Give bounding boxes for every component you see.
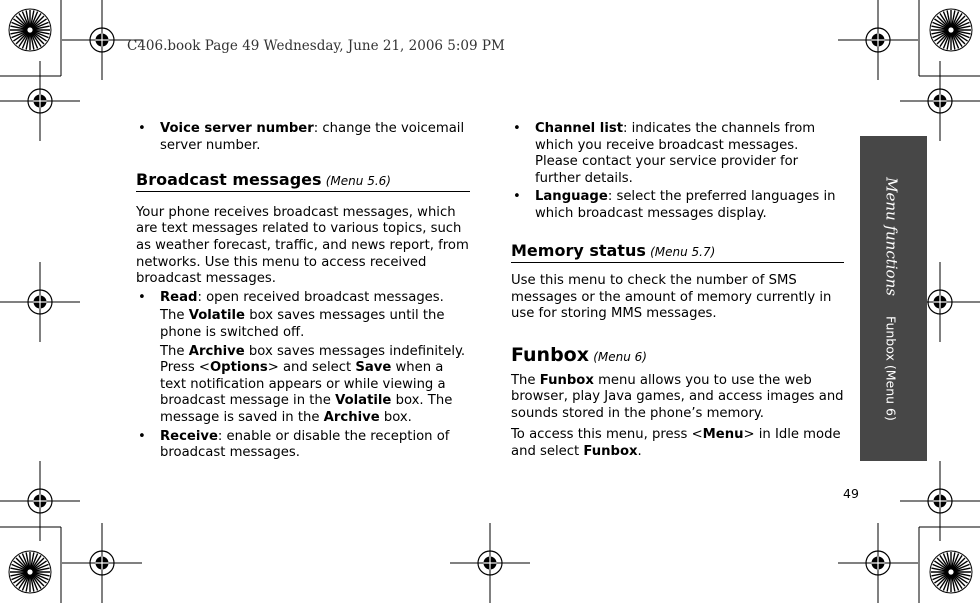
bullet-text: : change the voicemail server number. — [160, 121, 465, 153]
right-column — [511, 121, 844, 461]
list-item — [138, 121, 470, 154]
bullet-icon: • — [138, 121, 146, 136]
bullet-term: Language — [535, 189, 608, 205]
heading-menu-ref: (Menu 5.6) — [325, 174, 391, 189]
print-header: C406.book Page 49 Wednesday, June 21, 2006 5:09 PM — [127, 38, 505, 54]
bullet-icon: • — [513, 121, 521, 136]
bullet-icon: • — [138, 428, 146, 444]
left-column — [136, 121, 470, 462]
bullet-text: : indicates the channels from which you receive broadcast messages. Please contact your service provider for further details. — [535, 121, 816, 186]
heading-title: Memory status — [511, 240, 646, 260]
bullet-icon: • — [138, 289, 146, 305]
heading-menu-ref: (Menu 5.7) — [650, 244, 716, 259]
list-item — [513, 189, 844, 222]
heading-title: Funbox — [511, 343, 589, 366]
chapter-heading — [511, 343, 844, 367]
paragraph: The Archive box saves messages indefinitely. Press <Options> and select Save when a text notification appears or while viewing a broadcast message in the Volatile box. The message is saved in the Archive box. — [160, 343, 466, 425]
paragraph: The Volatile box saves messages until the phone is switched off. — [160, 308, 445, 340]
heading-rule — [511, 262, 844, 263]
list-item — [138, 428, 470, 462]
paragraph: To access this menu, press <Menu> in Idle mode and select Funbox. — [511, 427, 841, 459]
bullet-term: Receive — [160, 428, 218, 444]
heading-title: Broadcast messages — [136, 170, 322, 190]
list-item — [138, 289, 470, 307]
bullet-text: : select the preferred languages in which broadcast messages display. — [535, 189, 836, 221]
paragraph: Use this menu to check the number of SMS messages or the amount of memory currently in use for storing MMS messages. — [511, 273, 832, 322]
heading-rule — [136, 191, 470, 192]
bullet-text: : enable or disable the reception of broadcast messages. — [160, 428, 450, 461]
bullet-text: : open received broadcast messages. — [197, 289, 444, 305]
paragraph: The Funbox menu allows you to use the web browser, play Java games, and access images and sounds stored in the phone’s memory. — [511, 372, 844, 421]
heading-menu-ref: (Menu 6) — [593, 349, 647, 364]
section-name: Menu functions — [882, 176, 901, 296]
list-item — [513, 121, 844, 187]
bullet-term: Voice server number — [160, 121, 314, 136]
section-heading — [511, 240, 844, 262]
page-number: 49 — [843, 486, 859, 501]
bullet-term: Channel list — [535, 121, 623, 136]
bullet-icon: • — [513, 189, 521, 205]
subsection-name: Funbox (Menu 6) — [883, 315, 899, 421]
section-heading — [136, 172, 470, 191]
side-tab-label — [859, 136, 925, 461]
bullet-term: Read — [160, 289, 198, 305]
paragraph: Your phone receives broadcast messages, which are text messages related to various topics, such as weather forecast, traffic, and news report, from networks. Use this menu to access received broadcast messages. — [136, 204, 469, 287]
